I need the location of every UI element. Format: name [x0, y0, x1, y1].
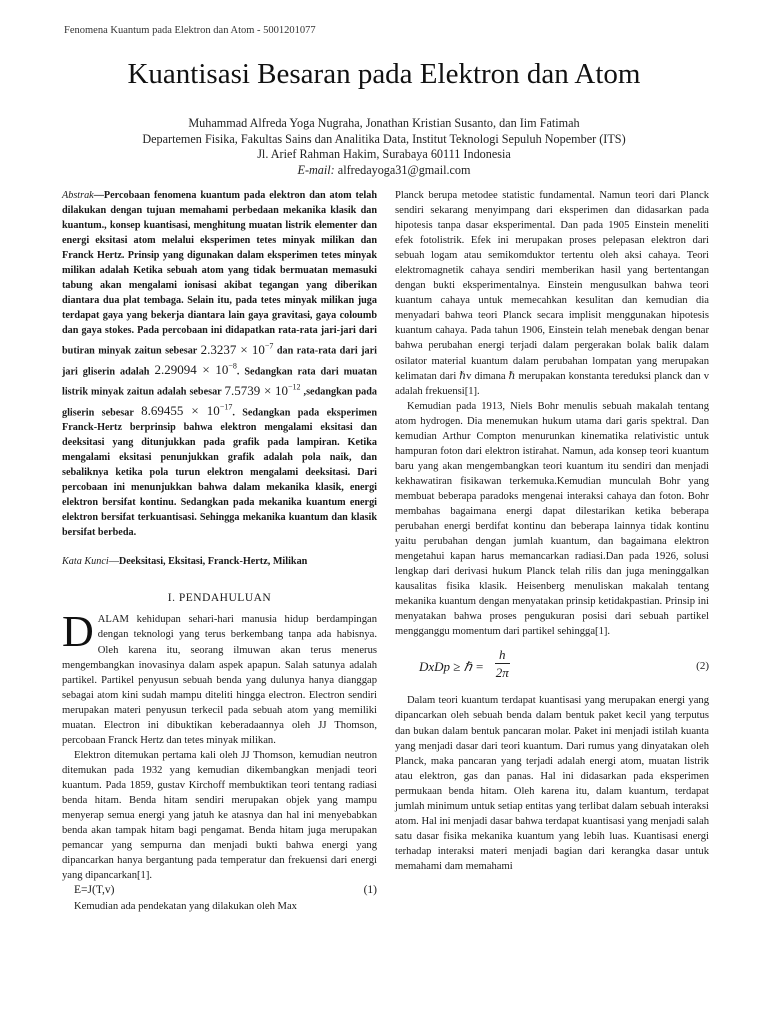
intro-paragraph-3: Kemudian ada pendekatan yang dilakukan oleh Max [74, 901, 297, 913]
equation-2 [395, 647, 709, 689]
author-address: Jl. Arief Rahman Hakim, Surabaya 60111 Indonesia [257, 147, 511, 161]
intro-paragraph-4: Planck berupa metodee statistic fundamental. Namun teori dari Planck sendiri sekarang menyimpang dari eksperimen dan didasarkan pada hipotesis tanpa dasar eksperimental. Dan pada 1905 Einstein meneliti efek fotolistrik. Efek ini merupakan proses pelepasan elektron dari sebuah logam atau semikomduktor tertentu oleh aksi cahaya. Teori elektromagnetik cahaya sendiri memberikan hasil yang bertentangan dengan bukti eksperimentalnya. Einstein mengusulkan bahwa teori kuantum cahaya untuk memecahkan kesulitan dan kemudian dia menyadari bahwa teori Planck secara implisit menggunakan hipotesis kuantum cahaya. Pada tahun 1906, Einstein telah menebak dengan benar bahwa perubahan energi terjadi dalam pergerakan bolak balik dalam osilator material kuantum dalam perubahan lompatan yang merupakan kelimatan dari ℏv dimana ℏ merupakan konstanta tereduksi planck dan v adalah frekuensi[1]. [395, 190, 709, 397]
author-email-line [0, 163, 768, 179]
abstract-text-5: . Sedangkan pada eksperimen Franck-Hertz berprinsip bahwa elektron mengalami eksitasi dan deeksitasi yang ditunjukkan pada grafik pada lampiran. Ketika mengalami eksitasi penunjukkan grafik adalah pola naik, dan sebaliknya ketika pola turun elektron mengalami deeksitasi. Dari percobaan ini menunjukkan bahwa dalam mekanika klasik, energi elektron bersifat kontinu. Sedangkan pada mekanika kuantum energi elektron bersifat terkuantisasi. Sehingga mekanika kuantum dan klasik bersifat berbeda. [62, 406, 377, 539]
author-names: Muhammad Alfreda Yoga Nugraha, Jonathan Kristian Susanto, dan Iim Fatimah [188, 116, 580, 130]
equation-2-denominator: 2π [495, 665, 509, 681]
abstract-value-1: $2.3237 \times 10^{-7}$ [200, 341, 274, 357]
abstract-text-4: ,sedangkan pada gliserin sebesar [62, 386, 378, 418]
equation-1-body: E=J(T,v) [74, 884, 115, 897]
keywords-label: Kata Kunci [62, 556, 109, 568]
abstract-text-1: Percobaan fenomena kuantum pada elektron dan atom telah dilakukan dengan tujuan memahami perbedaan mekanika klasik dan kuantum., konsep kuantisasi, menghitung muatan listrik elementer dan energi eksitasi atom melalui eksperimen tetes minyak milikan dan Franck Hertz. Prinsip yang digunakan dalam eksperimen tetes minyak milikan adalah Ketika sebuah atom yang tidak bermuatan memasuki tabung akan mengalami ionisasi akibat tegangan yang diberikan diantara dua plat tembaga. Selain itu, pada tetes minyak milikan juga terdapat gaya yang bekerja diantara lain gaya gravitasi, gaya coloumb dan gaya stokes. Pada percobaan ini didapatkan rata-rata jari-jari dari butiran minyak zaitun sebesar [62, 190, 377, 357]
author-affiliation: Departemen Fisika, Fakultas Sains dan Analitika Data, Institut Teknologi Sepuluh Nopember (ITS) [142, 131, 626, 146]
intro-paragraph-5: Kemudian pada 1913, Niels Bohr menulis sebuah makalah tentang atom hydrogen. Dia menemukan hukum utama dari garis spektral. Dan kemudian Arthur Compton menurunkan kinematika relativistic untuk hampuran foton dari elektron istirahat. Namun, ada konsep teori kuantum baru yang akan mengembangkan teori kuantum itu sendiri dan menjadi kekhawatiran fisikawan terkemuka.Kemudian munculah Bohr yang membuat beberapa paradoks mengenai interaksi cahaya dan foton. Bohr membahas bagaimana energi dapat dilestarikan ketika beberapa perubahan energi berdifat kontinu dan beberapa lainnya tidak kontinu yaitu perubahan dengan jumlah kuantum, dan bagaimana elektron mengetahui kapan harus memancarkan radiasi.Dan pada 1926, solusi lengkap dari derivasi hukum Planck telah rilis dan juga meninggalkan kausalitas fisika klasik. Heisenberg menuliskan makalah tentang mekanika kuantum dengan menyatakan prinsip ketidakpastian. Prinsip ini menyatakan bahwa proses pengukuran posisi dari sebuah partikel mengganggu momentum dari partikel sehingga[1]. [395, 400, 709, 638]
abstract: Abstrak—Percobaan fenomena kuantum pada elektron dan atom telah dilakukan dengan tujuan memahami perbedaan mekanika klasik dan kuantum., konsep kuantisasi, menghitung muatan listrik elementer dan energi eksitasi atom melalui eksperimen tetes minyak milikan dan Franck Hertz. Prinsip yang digunakan dalam eksperimen tetes minyak milikan adalah Ketika sebuah atom yang tidak bermuatan memasuki tabung akan mengalami ionisasi akibat tegangan yang diberikan diantara dua plat tembaga. Selain itu, pada tetes minyak milikan juga terdapat gaya yang bekerja diantara lain gaya gravitasi, gaya coloumb dan gaya stokes. Pada percobaan ini didapatkan rata-rata jari-jari dari butiran minyak zaitun sebesar $2.3237 \times 10^{-7}$ dan rata-rata dari jari jari gliserin adalah $2.29094 \times 10^{-8}$. Sedangkan rata dari muatan listrik minyak zaitun adalah sebesar $7.5739 \times 10^{-12}$ ,sedangkan pada gliserin sebesar $8.69455 \times 10^{-17}$. Sedangkan pada eksperimen Franck-Hertz berprinsip bahwa elektron mengalami eksitasi dan deeksitasi yang ditunjukkan pada grafik pada lampiran. Ketika mengalami eksitasi penunjukkan grafik adalah pola naik, dan sebaliknya ketika pola turun elektron mengalami deeksitasi. Dari percobaan ini menunjukkan bahwa dalam mekanika klasik, energi elektron bersifat kontinu. Sedangkan pada mekanika kuantum energi elektron bersifat terkuantisasi. Sehingga mekanika kuantum dan klasik bersifat berbeda. [62, 190, 378, 539]
intro-paragraph-6: Dalam teori kuantum terdapat kuantisasi yang merupakan energi yang dipancarkan oleh sebuah benda dalam bentuk paket kecil yang terputus dan bukan dalam bentuk pancaran molar. Paket ini menjadi istilah kuanta yang menjadi dasar dari teori kuantum. Dari rumus yang dinyatakan oleh Planck, maka pancaran yang terjadi adalah energi atom, muatan listrik atau elektron, gas dan panas. Hal ini didasarkan pada eksperimen permukaan benda hitam. Oleh karena itu, dalam kuantum, terdapat jumlah minimum untuk setiap entitas yang terlibat dalam sebuah interaksi atom. Hal ini menjadi dasar bahwa terdapat kuantisasi yang menjadi salah satu dasar fisika mekanika kuantum yang lebih luas. Kuantisasi energi terhadap interaksi materi menjadi bagian dari kerangka dasar untuk memahami dam memahami [395, 695, 709, 872]
abstract-value-2: $2.29094 \times 10^{-8}$ [154, 361, 237, 378]
equation-2-lhs: DxDp ≥ ℏ = [419, 659, 484, 675]
equation-2-fraction [495, 647, 510, 682]
abstract-value-3: $7.5739 \times 10^{-12}$ [224, 382, 301, 398]
email-label: E-mail: [297, 162, 335, 177]
equation-2-number: (2) [696, 660, 709, 673]
left-column [62, 188, 377, 914]
drop-cap: D [62, 607, 94, 657]
author-email: alfredayoga31@gmail.com [337, 162, 471, 177]
equation-2-numerator: h [495, 647, 510, 664]
equation-1-number: (1) [363, 884, 377, 897]
equation-1 [74, 883, 377, 898]
running-header: Fenomena Kuantum pada Elektron dan Atom - 5001201077 [64, 25, 316, 36]
abstract-value-4: $8.69455 \times 10^{-17}$ [141, 402, 233, 418]
author-block [0, 116, 768, 178]
section-heading: I. PENDAHULUAN [167, 592, 272, 605]
abstract-label: Abstrak [62, 190, 94, 201]
abstract-text-2: dan rata-rata dari jari jari gliserin adalah [62, 345, 378, 378]
keywords-value: Deeksitasi, Eksitasi, Franck-Hertz, Milikan [118, 556, 308, 568]
abstract-text-3: . Sedangkan rata dari muatan listrik minyak zaitun adalah sebesar [62, 366, 378, 398]
paper-title: Kuantisasi Besaran pada Elektron dan Atom [127, 58, 641, 90]
intro-paragraph-1: DALAM kehidupan sehari-hari manusia hidup berdampingan dengan teknologi yang terus berkembang tanpa ada habisnya. Oleh karena itu, seorang ilmuwan akan terus menerus mengembangkan inovasinya dalam aspek apapun. Salah satunya adalah partikel. Partikel penyusun sebuah benda yang dulunya hanya dianggap sebagai atom kini sudah mampu diteliti hingga electron. Electron sendiri merupakan materi penyusun terkecil pada sebuah atom yang memiliki muatan. Electron ini dibuktikan keberadaannya oleh JJ Thomson, percobaan Franck Hertz dan tetes minyak milikan. [62, 607, 377, 746]
right-column [395, 188, 709, 874]
keywords: Kata Kunci—Deeksitasi, Eksitasi, Franck-Hertz, Milikan [62, 556, 308, 568]
intro-paragraph-2: Elektron ditemukan pertama kali oleh JJ Thomson, kemudian neutron ditemukan pada 1932 yang kemudian dikembangkan menjadi teori kuantum. Pada 1859, gustav Kirchoff membuktikan teori tentang radiasi benda hitam. Benda hitam sendiri merupakan objek yang mampu menyerap semua energi yang jatuh ke atasnya dan hal ini menyebabkan benda akan tampak hitam bagi pengamat. Benda hitam juga merupakan pemancar yang sempurna dan menjadi bukti bahwa energi yang dipancarkan hanya bergantung pada temperatur dan frekuensi dari energi yang dipancarkan[1]. [62, 749, 377, 882]
